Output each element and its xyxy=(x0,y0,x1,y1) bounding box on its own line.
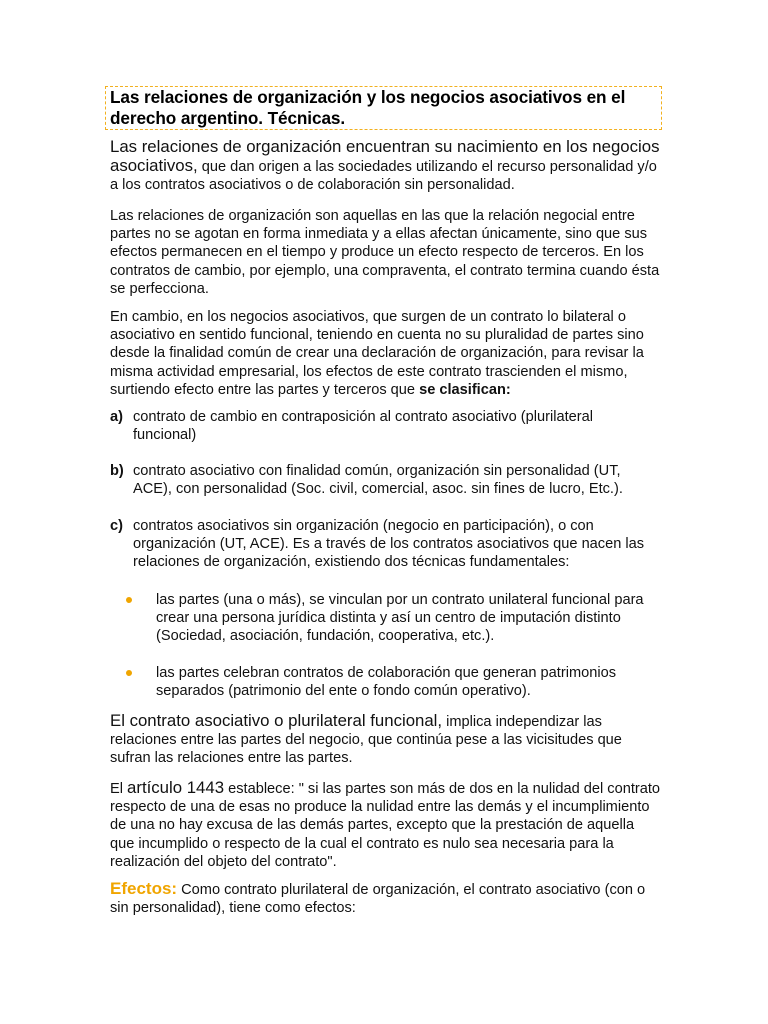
list-item-text: contrato de cambio en contraposición al contrato asociativo (plurilateral funcional) xyxy=(133,409,593,444)
bullet-text: las partes (una o más), se vinculan por un contrato unilateral funcional para crear una persona jurídica distinta y así un centro de imputación distinto (Sociedad, asociación, fundación, cooperativa, etc.). xyxy=(156,592,644,645)
list-item-label: a) xyxy=(110,409,123,425)
list-item-label: c) xyxy=(110,518,123,534)
list-item-label: b) xyxy=(110,463,124,479)
intro-paragraph xyxy=(110,138,660,195)
paragraph-6 xyxy=(110,880,660,917)
list-item-text: contrato asociativo con finalidad común, organización sin personalidad (UT, ACE), con personalidad (Soc. civil, comercial, asoc. sin fines de lucro, Etc.). xyxy=(133,463,623,498)
paragraph-5-pre: El xyxy=(110,781,128,797)
paragraph-4-lead: El contrato asociativo o plurilateral funcional, xyxy=(110,711,443,730)
intro-lead: Las relaciones de organización encuentran su nacimiento en los negocios asociativos, xyxy=(110,137,660,176)
paragraph-4 xyxy=(110,712,660,768)
list-item-text: contratos asociativos sin organización (negocio en participación), o con organización (UT, ACE). Es a través de los contratos asociativos que nacen las relaciones de organización, existiendo dos técnicas fundamentales: xyxy=(133,518,645,571)
bullet-text: las partes celebran contratos de colaboración que generan patrimonios separados (patrimonio del ente o fondo común operativo). xyxy=(156,665,616,700)
paragraph-2: Las relaciones de organización son aquellas en las que la relación negocial entre partes no se agotan en forma inmediata y a ellas afectan únicamente, sino que sus efectos permanecen en el tiempo y produce un efecto respecto de terceros. En los contratos de cambio, por ejemplo, una compraventa, el contrato termina cuando ésta se perfecciona. xyxy=(110,208,660,297)
paragraph-3-bold: se clasifican: xyxy=(419,381,511,398)
paragraph-5 xyxy=(110,779,660,871)
intro-rest: que dan origen a las sociedades utilizando el recurso personalidad y/o a los contratos asociativos o de colaboración sin personalidad. xyxy=(110,159,657,194)
paragraph-5-lead: artículo 1443 xyxy=(127,778,225,797)
paragraph-4-rest: implica independizar las relaciones entre las partes del negocio, que continúa pese a las vicisitudes que sufran las relaciones entre las partes. xyxy=(110,714,622,767)
paragraph-5-rest: establece: " si las partes son más de dos en la nulidad del contrato respecto de una de esas no produce la nulidad entre las demás y el incumplimiento de una no hay excusa de las demás partes, excepto que la prestación de aquella que incumplido o respecto de la cual el contrato es nulo sea necesaria para la realización del objeto del contrato". xyxy=(110,781,661,870)
paragraph-3-text: En cambio, en los negocios asociativos, que surgen de un contrato lo bilateral o asociativo en sentido funcional, teniendo en cuenta no su pluralidad de partes sino desde la finalidad común de crear una declaración de organización, para revisar la misma actividad empresarial, los efectos de este contrato trascienden el mismo, surtiendo efecto entre las partes y terceros que xyxy=(110,309,644,398)
paragraph-6-lead: Efectos: xyxy=(110,879,178,898)
paragraph-3 xyxy=(110,308,660,399)
paragraph-6-rest: Como contrato plurilateral de organización, el contrato asociativo (con o sin personalidad), tiene como efectos: xyxy=(110,882,646,917)
document-title: Las relaciones de organización y los negocios asociativos en el derecho argentino. Técnicas. xyxy=(110,87,626,128)
bullet-dot-icon xyxy=(126,670,132,676)
bullet-dot-icon xyxy=(126,597,132,603)
